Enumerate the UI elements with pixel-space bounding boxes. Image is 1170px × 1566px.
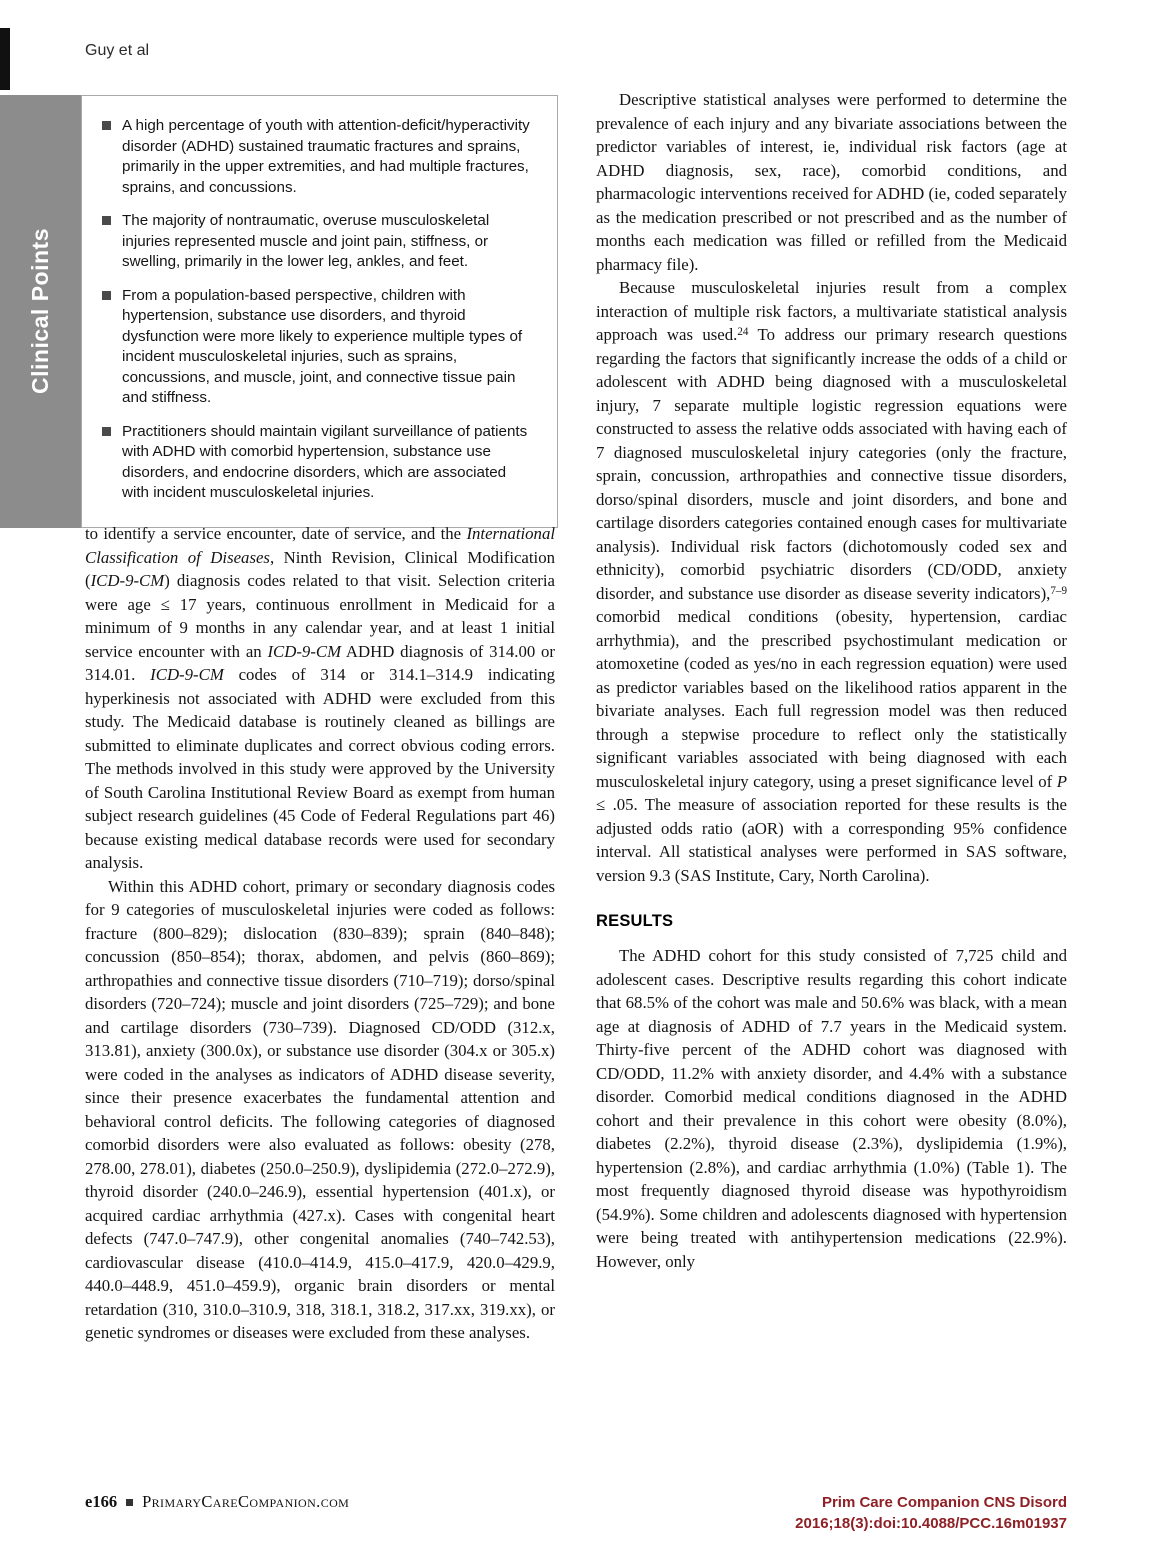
paragraph: The ADHD cohort for this study consisted of 7,725 child and adolescent cases. Descriptive results regarding this cohort indicate that 68.5% of the cohort was male and 50.6% was black, with a mean age at diagnosis of ADHD of 7.7 years in the Medicaid system. Thirty-five percent of the ADHD cohort was diagnosed with CD/ODD, 11.2% with anxiety disorder, and 4.4% with a substance disorder. Comorbid medical conditions diagnosed in the ADHD cohort and their prevalence in this cohort were obesity (8.0%), diabetes (2.2%), thyroid disease (2.3%), dyslipidemia (1.9%), hypertension (2.8%), and cardiac arrhythmia (1.0%) (Table 1). The most frequently diagnosed thyroid disease was hypothyroidism (54.9%). Some children and adolescents diagnosed with hypertension were being treated with antihypertension medications (22.9%). However, only <box>596 946 1067 1271</box>
paragraph: Descriptive statistical analyses were performed to determine the prevalence of each injury and any bivariate associations between the predictor variables of interest, ie, individual risk factors (age at ADHD diagnosis, sex, race), comorbid conditions, and pharmacologic interventions received for ADHD (ie, coded separately as the medication prescribed or not prescribed and as the number of months each medication was filled or refilled from the Medicaid pharmacy file). <box>596 90 1067 274</box>
clinical-point-item <box>102 422 535 504</box>
paragraph: Because musculoskeletal injuries result from a complex interaction of multiple risk factors, a multivariate statistical analysis approach was used.$^{24}$ To address our primary research questions regarding the factors that significantly increase the odds of a child or adolescent with ADHD being diagnosed with a musculoskeletal injury, 7 separate multiple logistic regression equations were constructed to assess the relative odds associated with having each of 7 diagnosed musculoskeletal injury categories (only the fracture, sprain, concussion, arthropathies and connective tissue disorders, dorso/spinal disorders, muscle and joint disorders, and bone and cartilage disorders categories contained enough cases for multivariate analysis). Individual risk factors (dichotomously coded sex and ethnicity), comorbid psychiatric disorders (CD/ODD, anxiety disorder, and substance use disorder as disease severity indicators),$^{7-9}$ comorbid medical conditions (obesity, hypertension, cardiac arrhythmia), and the prescribed psychostimulant medication or atomoxetine (coded as yes/no in each regression equation) were used as predictor variables based on the likelihood ratios apparent in the bivariate analyses. Each full regression model was then reduced through a stepwise procedure to reflect only the statistically significant variables associated with being diagnosed with each musculoskeletal injury category, using a preset significance level of P ≤ .05. The measure of association reported for these results is the adjusted odds ratio (aOR) with a corresponding 95% confidence interval. All statistical analyses were performed in SAS software, version 9.3 (SAS Institute, Cary, North Carolina). <box>596 278 1067 885</box>
left-column <box>85 522 555 1345</box>
journal-doi: 2016;18(3):doi:10.4088/PCC.16m01937 <box>795 1515 1067 1532</box>
results-heading: RESULTS <box>596 912 674 930</box>
journal-citation <box>795 1492 1067 1534</box>
journal-name: Prim Care Companion CNS Disord <box>821 1494 1067 1511</box>
bullet-square-icon <box>102 216 111 225</box>
footer-left <box>85 1492 349 1512</box>
bullet-square-icon <box>102 291 111 300</box>
clinical-point-text: The majority of nontraumatic, overuse musculoskeletal injuries represented muscle and joint pain, stiffness, or swelling, primarily in the lower leg, ankles, and feet. <box>122 212 490 270</box>
clinical-points-box <box>0 95 558 528</box>
bullet-square-icon <box>102 427 111 436</box>
paragraph: Within this ADHD cohort, primary or secondary diagnosis codes for 9 categories of musculoskeletal injuries were coded as follows: fracture (800–829); dislocation (830–839); sprain (840–848); concussion (850–854); thorax, abdomen, and pelvis (860–869); arthropathies and connective tissue disorders (710–719); dorso/spinal disorders (720–724); muscle and joint disorders (725–729); and bone and cartilage disorders (730–739). Diagnosed CD/ODD (312.x, 313.81), anxiety (300.0x), or substance use disorder (304.x or 305.x) were coded in the analyses as indicators of ADHD disease severity, since their presence exacerbates the fundamental attention and behavioral control deficits. The following categories of diagnosed comorbid disorders were also evaluated as follows: obesity (278, 278.00, 278.01), diabetes (250.0–250.9), dyslipidemia (272.0–272.9), thyroid disorder (240.0–246.9), essential hypertension (401.x), or acquired cardiac arrhythmia (427.x). Cases with congenital heart defects (747.0–747.9), other congenital anomalies (740–742.53), cardiovascular disease (410.0–414.9, 415.0–417.9, 420.0–429.9, 440.0–448.9, 451.0–459.9), organic brain disorders or mental retardation (310, 310.0–310.9, 318, 318.1, 318.2, 317.xx, 319.xx), or genetic syndromes or diseases were excluded from these analyses. <box>85 876 555 1342</box>
bullet-square-icon <box>102 121 111 130</box>
footer-square-icon <box>126 1499 133 1506</box>
page-edge-mark <box>0 28 10 90</box>
clinical-points-sidebar <box>0 95 81 528</box>
clinical-points-label: Clinical Points <box>27 228 53 395</box>
clinical-point-item <box>102 211 535 273</box>
paragraph: to identify a service encounter, date of service, and the International Classification of Diseases, Ninth Revision, Clinical Modification (ICD-9-CM) diagnosis codes related to that visit. Selection criteria were age ≤ 17 years, continuous enrollment in Medicaid for a minimum of 9 months in any calendar year, and at least 1 initial service encounter with an ICD-9-CM ADHD diagnosis of 314.00 or 314.01. ICD-9-CM codes of 314 or 314.1–314.9 indicating hyperkinesis not associated with ADHD were excluded from this study. The Medicaid database is routinely cleaned as billings are submitted to eliminate duplicates and correct obvious coding errors. The methods involved in this study were approved by the University of South Carolina Institutional Review Board as exempt from human subject research guidelines (45 Code of Federal Regulations part 46) because existing medical database records were used for secondary analysis. <box>85 524 555 872</box>
clinical-point-item <box>102 116 535 198</box>
clinical-point-text: Practitioners should maintain vigilant surveillance of patients with ADHD with comorbid hypertension, substance use disorders, and endocrine disorders, which are associated with incident musculoskeletal injuries. <box>122 422 528 501</box>
clinical-point-text: From a population-based perspective, children with hypertension, substance use disorders, and thyroid dysfunction were more likely to experience multiple types of incident musculoskeletal injuries, such as sprains, concussions, and muscle, joint, and connective tissue pain and stiffness. <box>122 286 523 406</box>
page-footer <box>85 1492 1067 1534</box>
clinical-point-item <box>102 286 535 409</box>
right-column <box>596 88 1067 1273</box>
site-name: PrimaryCareCompanion.com <box>142 1492 350 1511</box>
page-number: e166 <box>85 1492 118 1511</box>
clinical-point-text: A high percentage of youth with attention-deficit/hyperactivity disorder (ADHD) sustained traumatic fractures and sprains, primarily in the upper extremities, and had multiple fractures, sprains, and concussions. <box>122 117 530 196</box>
clinical-points-body <box>81 95 558 528</box>
running-head: Guy et al <box>85 42 150 59</box>
